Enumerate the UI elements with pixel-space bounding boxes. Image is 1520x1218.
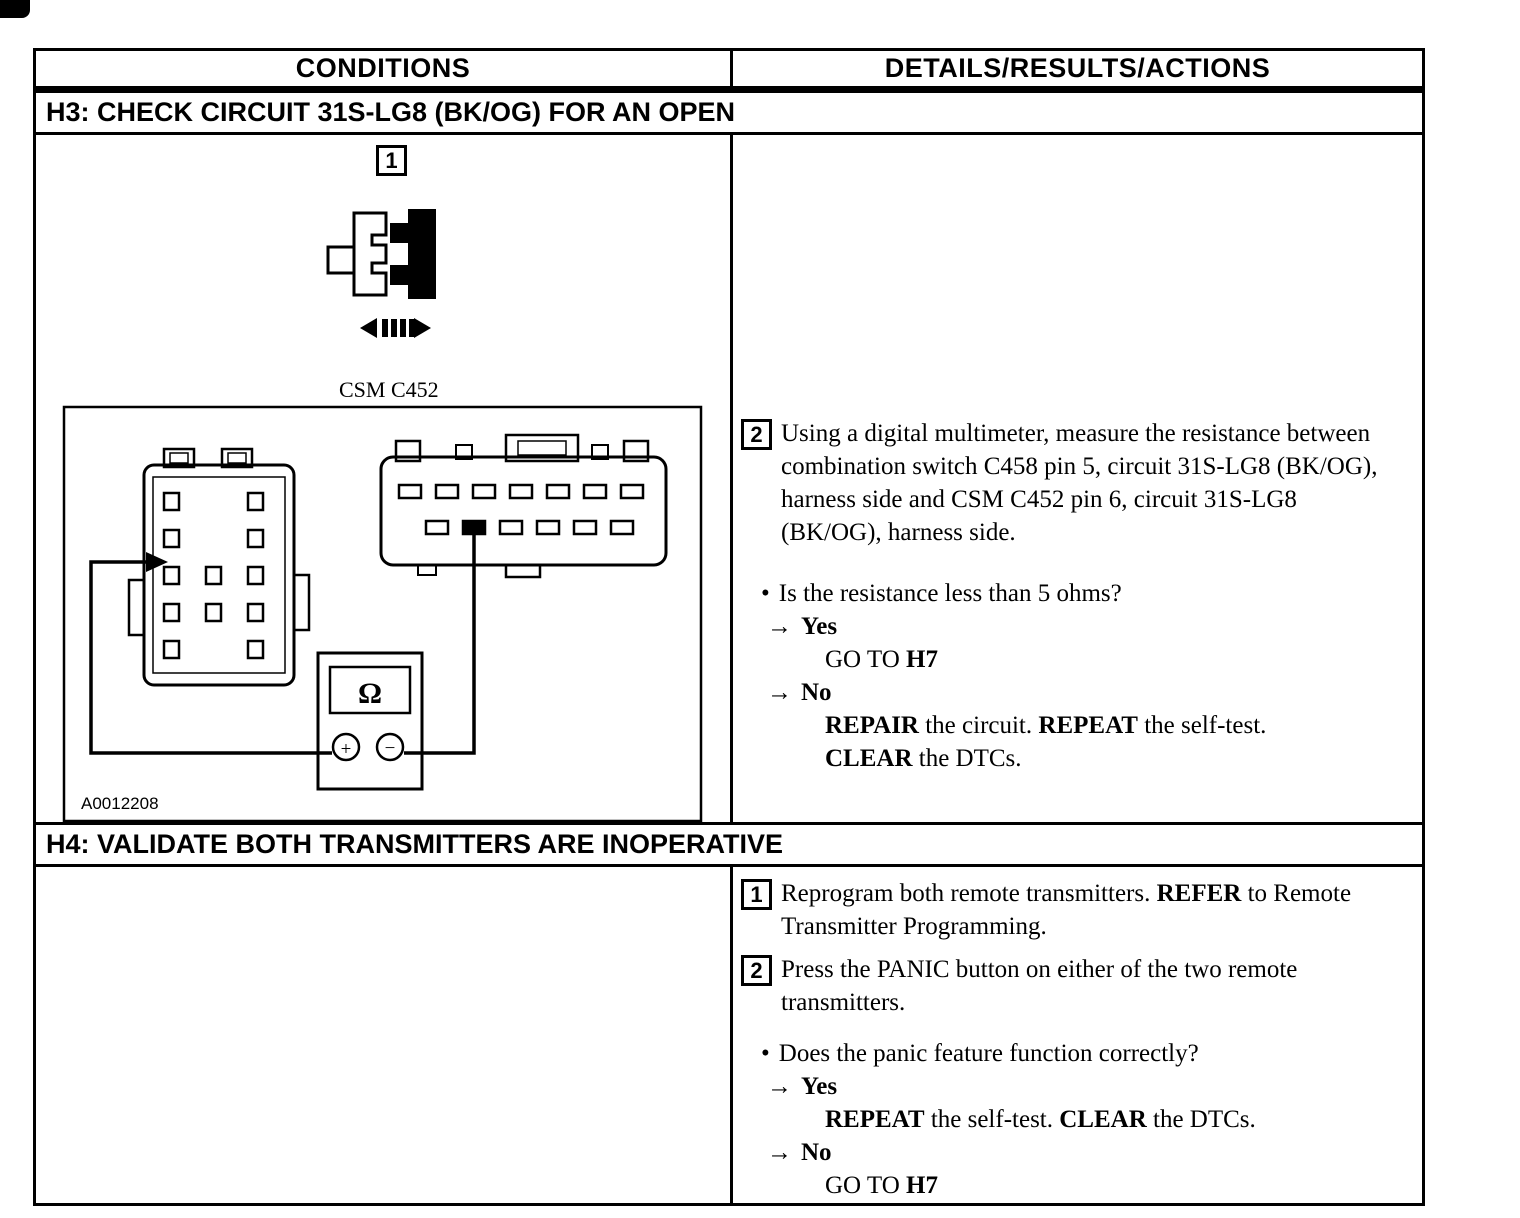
step-text: Reprogram both remote transmitters. REFER to Remote Transmitter Programming. — [781, 880, 1352, 940]
h4-question-line — [741, 1037, 1386, 1070]
step-text: Using a digital multimeter, measure the resistance between combination switch C458 pin 5, circuit 31S-LG8 (BK/OG), harness side and CSM C452 pin 6, circuit 31S-LG8 (BK/OG), harness side. — [781, 420, 1378, 546]
step-number-box: 1 — [741, 879, 772, 910]
section-h4-body — [36, 867, 1422, 1203]
section-h4-title: H4: VALIDATE BOTH TRANSMITTERS ARE INOPERATIVE — [46, 829, 784, 859]
h3-yes-action — [741, 643, 1386, 676]
branch-yes-label: Yes — [801, 1073, 838, 1100]
h3-branch-yes — [741, 610, 1386, 643]
arrow-glyph: → — [767, 679, 792, 706]
column-header-conditions: CONDITIONS — [36, 51, 733, 86]
branch-no-label: No — [801, 679, 832, 706]
h3-no-action-line1: REPAIR the circuit. REPEAT the self-test. — [825, 712, 1267, 739]
h4-yes-action: REPEAT the self-test. CLEAR the DTCs. — [825, 1106, 1256, 1133]
arrow-glyph: → — [767, 1073, 792, 1100]
disconnect-symbol-icon — [328, 209, 436, 299]
question-text: Does the panic feature function correctly? — [778, 1040, 1199, 1067]
h3-details-cell — [733, 135, 1422, 822]
branch-no-label: No — [801, 1139, 832, 1166]
arrow-glyph: → — [767, 613, 792, 640]
diagram-step-badge: 1 — [376, 145, 407, 176]
table-header-row — [36, 51, 1422, 93]
step-number-box: 2 — [741, 419, 772, 450]
h4-step-1 — [741, 877, 1386, 943]
pinpoint-test-table — [33, 48, 1425, 1206]
action-text: GO TO — [825, 646, 907, 673]
section-h4-title-row — [36, 825, 1422, 867]
h4-step-2 — [741, 953, 1386, 1019]
h4-details-cell — [733, 867, 1422, 1203]
multimeter — [318, 653, 422, 789]
bullet-glyph: • — [761, 1040, 770, 1067]
figure-id: A0012208 — [81, 794, 159, 813]
h4-conditions-cell — [36, 867, 733, 1203]
connector-label: CSM C452 — [339, 377, 439, 402]
step-number-box: 2 — [741, 955, 772, 986]
section-h3-title: H3: CHECK CIRCUIT 31S-LG8 (BK/OG) FOR AN OPEN — [46, 97, 736, 127]
action-target: H7 — [906, 646, 938, 673]
section-h3-body — [36, 135, 1422, 825]
section-h3-title-row — [36, 93, 1422, 135]
h3-branch-no — [741, 676, 1386, 709]
step-text: Press the PANIC button on either of the two remote transmitters. — [781, 956, 1298, 1016]
probe-minus-label: − — [384, 738, 396, 759]
ohm-symbol: Ω — [357, 677, 383, 710]
bullet-glyph: • — [761, 580, 770, 607]
action-text: GO TO — [825, 1172, 907, 1199]
h4-branch-no — [741, 1136, 1386, 1169]
h3-conditions-cell — [36, 135, 733, 822]
scan-artifact — [0, 0, 30, 18]
probe-plus-label: + — [340, 739, 352, 760]
h3-step-2 — [741, 417, 1386, 549]
action-target: H7 — [906, 1172, 938, 1199]
question-text: Is the resistance less than 5 ohms? — [778, 580, 1122, 607]
h4-branch-yes — [741, 1070, 1386, 1103]
wiring-diagram — [36, 135, 730, 822]
disconnect-arrow-icon — [360, 318, 431, 338]
h3-no-action-line2: CLEAR the DTCs. — [825, 745, 1022, 772]
column-header-details: DETAILS/RESULTS/ACTIONS — [884, 53, 1271, 83]
csm-connector — [381, 435, 666, 577]
arrow-glyph: → — [767, 1139, 792, 1166]
h3-question-line — [741, 577, 1386, 610]
h4-no-action — [741, 1169, 1386, 1202]
branch-yes-label: Yes — [801, 613, 838, 640]
